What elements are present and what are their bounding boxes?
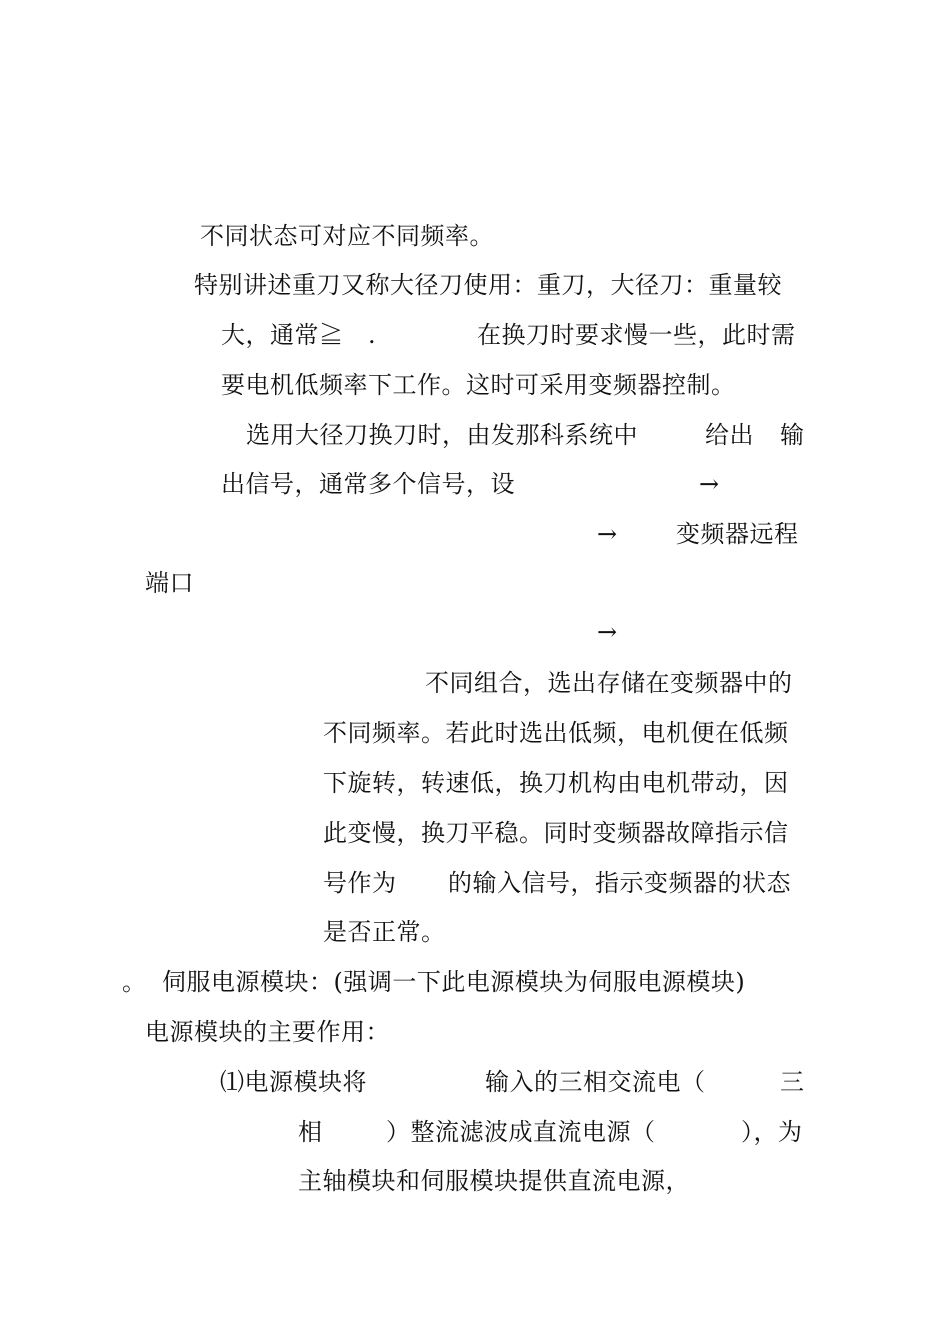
- text-line-6a: 出信号，通常多个信号，设: [221, 470, 515, 498]
- text-line-19c: ），为: [741, 1118, 803, 1146]
- text-line-5a: 选用大径刀换刀时，由发那科系统中: [246, 421, 638, 449]
- text-line-5b: 给出: [705, 421, 754, 449]
- text-line-14b: 的输入信号，指示变频器的状态: [448, 869, 791, 897]
- text-line-3c: 在换刀时要求慢一些，此时需: [477, 321, 796, 349]
- text-line-4: 要电机低频率下工作。这时可采用变频器控制。: [221, 371, 736, 399]
- text-line-18b: 输入的三相交流电（: [485, 1068, 706, 1096]
- text-line-15: 是否正常。: [323, 918, 446, 946]
- text-line-20: 主轴模块和伺服模块提供直流电源，: [298, 1167, 690, 1195]
- text-line-10: 不同组合，选出存储在变频器中的: [425, 669, 793, 697]
- text-line-1: 不同状态可对应不同频率。: [200, 222, 494, 250]
- text-line-17: 电源模块的主要作用：: [145, 1018, 390, 1046]
- text-line-2: 特别讲述重刀又称大径刀使用：重刀，大径刀：重量较: [194, 271, 782, 299]
- text-line-14a: 号作为: [323, 869, 397, 897]
- text-line-16a: 。: [122, 968, 147, 996]
- text-line-12: 下旋转，转速低，换刀机构由电机带动，因: [323, 769, 789, 797]
- text-line-3b: .: [368, 321, 377, 349]
- arrow-3: →: [597, 618, 618, 646]
- text-line-18a: ⑴电源模块将: [220, 1068, 367, 1096]
- text-line-7b: 变频器远程: [676, 520, 799, 548]
- text-line-13: 此变慢，换刀平稳。同时变频器故障指示信: [323, 819, 789, 847]
- text-line-8: 端口: [145, 569, 194, 597]
- section-heading-servo-power: 伺服电源模块：(强调一下此电源模块为伺服电源模块): [162, 968, 746, 996]
- text-line-19a: 相: [298, 1118, 323, 1146]
- arrow-1: →: [699, 470, 720, 498]
- text-line-11: 不同频率。若此时选出低频，电机便在低频: [323, 719, 789, 747]
- text-line-19b: ）整流滤波成直流电源（: [386, 1118, 656, 1146]
- text-line-3a: 大，通常≧: [221, 321, 344, 349]
- arrow-2: →: [597, 520, 618, 548]
- text-line-5c: 输: [780, 421, 805, 449]
- text-line-18c: 三: [780, 1068, 805, 1096]
